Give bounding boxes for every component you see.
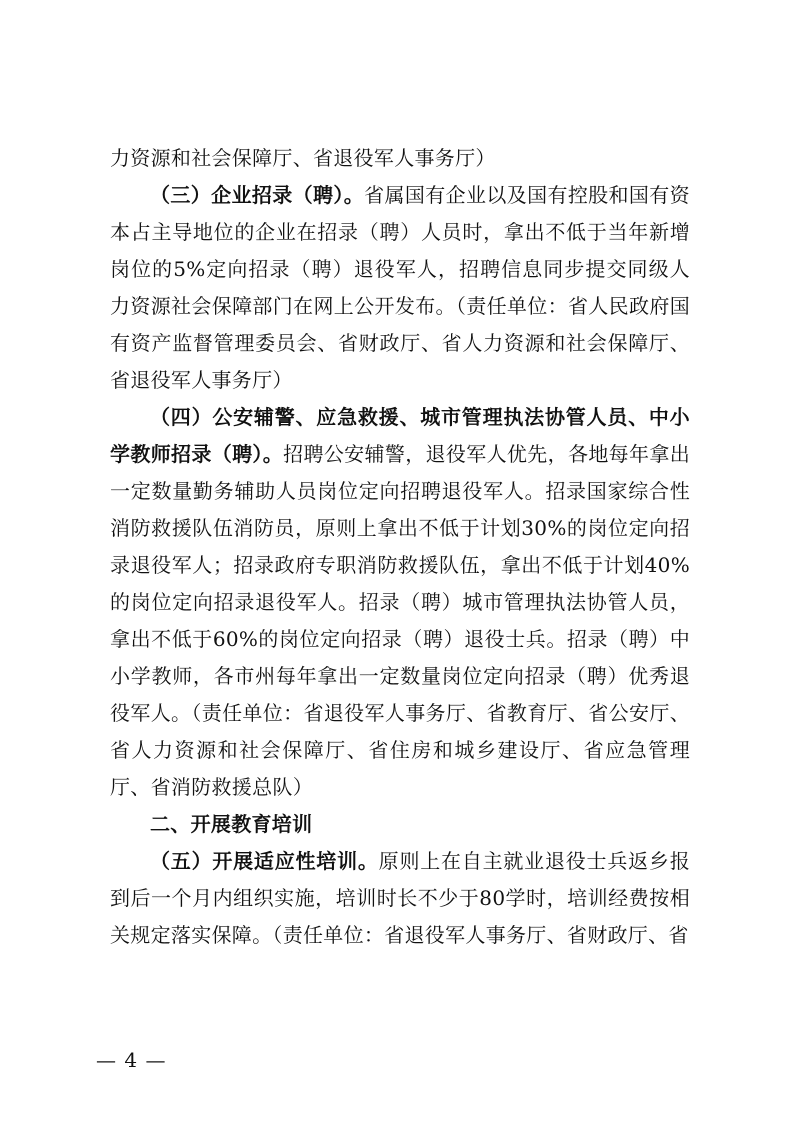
paragraph-continuation — [110, 140, 690, 177]
paragraph-text: 省属国有企业以及国有控股和国有资本占主导地位的企业在招录（聘）人员时，拿出不低于当年新增岗位的5%定向招录（聘）退役军人，招聘信息同步提交同级人力资源社会保障部门在网上公开发布。（责任单位：省人民政府国有资产监督管理委员会、省财政厅、省人力资源和社会保障厅、省退役军人事务厅） — [110, 183, 690, 392]
paragraph-text: 招聘公安辅警，退役军人优先，各地每年拿出一定数量勤务辅助人员岗位定向招聘退役军人。招录国家综合性消防救援队伍消防员，原则上拿出不低于计划30%的岗位定向招录退役军人；招录政府专职消防救援队伍，拿出不低于计划40%的岗位定向招录退役军人。招录（聘）城市管理执法协管人员，拿出不低于60%的岗位定向招录（聘）退役士兵。招录（聘）中小学教师，各市州每年拿出一定数量岗位定向招录（聘）优秀退役军人。（责任单位：省退役军人事务厅、省教育厅、省公安厅、省人力资源和社会保障厅、省住房和城乡建设厅、省应急管理厅、省消防救援总队） — [110, 442, 691, 799]
page-number: — 4 — — [96, 1048, 167, 1072]
body-text — [110, 140, 690, 954]
paragraph-adaptive-training — [110, 843, 690, 954]
paragraph-lead: （五）开展适应性培训。 — [150, 849, 379, 873]
paragraph-text: 原则上在自主就业退役士兵返乡报到后一个月内组织实施，培训时长不少于80学时，培训经费按相关规定落实保障。（责任单位：省退役军人事务厅、省财政厅、省 — [110, 849, 690, 947]
paragraph-text: 力资源和社会保障厅、省退役军人事务厅） — [110, 146, 496, 170]
paragraph-enterprise-recruitment — [110, 177, 690, 399]
paragraph-lead: （三）企业招录（聘）。 — [150, 183, 365, 207]
paragraph-lead: （四）公安辅警、应急救援、城市管理执法协管人员、中小学教师招录（聘）。 — [110, 405, 690, 466]
paragraph-police-recruitment — [110, 399, 690, 806]
section-heading: 二、开展教育培训 — [150, 812, 313, 836]
